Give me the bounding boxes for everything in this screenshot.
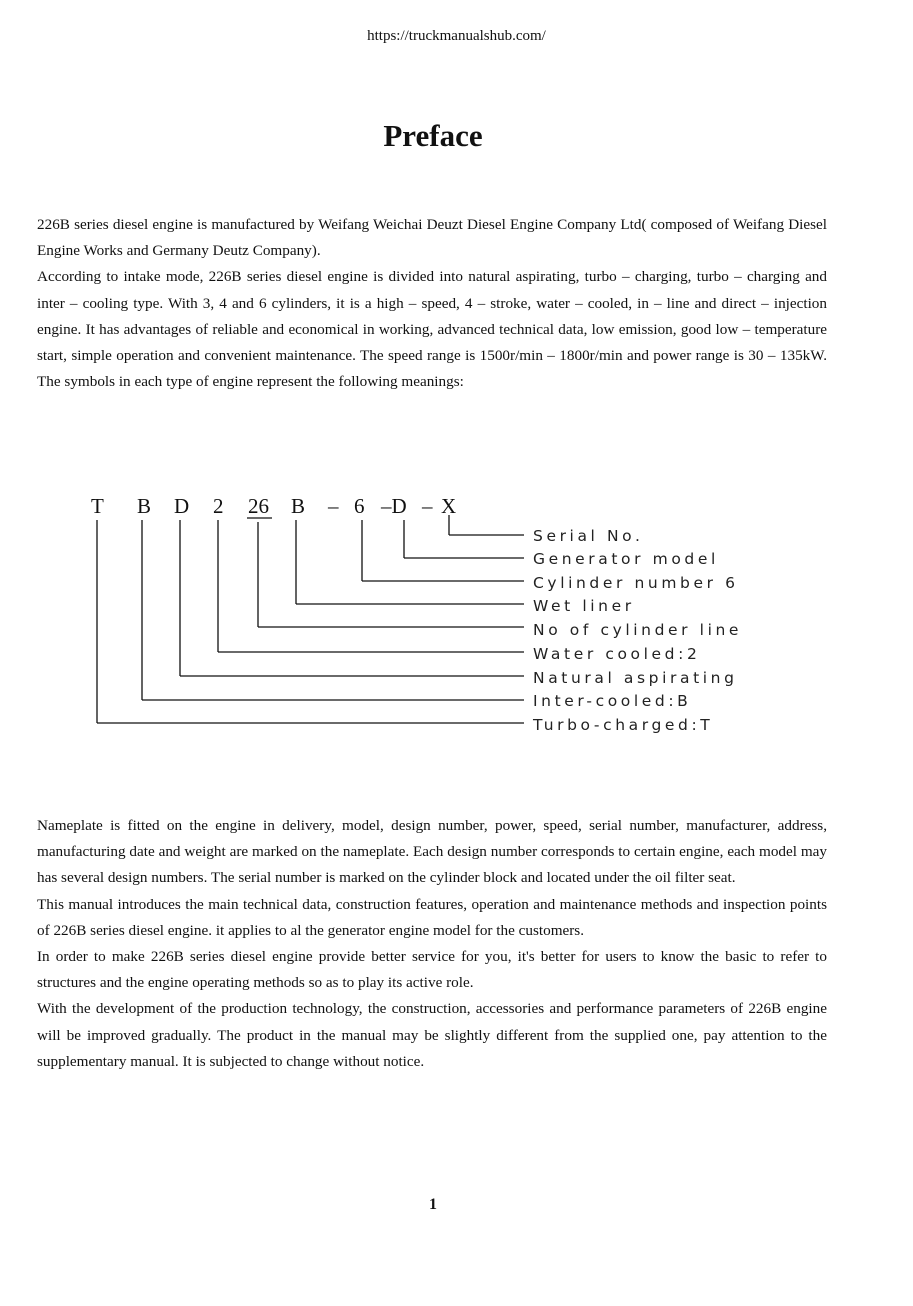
label-water-cooled: Water cooled:2 bbox=[533, 645, 701, 663]
code-T: T bbox=[91, 494, 104, 518]
label-natural-aspirating: Natural aspirating bbox=[533, 669, 738, 687]
code-B2: B bbox=[291, 494, 306, 518]
label-inter-cooled: Inter-cooled:B bbox=[533, 692, 692, 710]
page-title: Preface bbox=[383, 118, 483, 153]
code-dash-1: – bbox=[328, 494, 339, 518]
code-B: B bbox=[137, 494, 152, 518]
label-generator-model: Generator model bbox=[533, 550, 719, 568]
label-cylinder-number: Cylinder number 6 bbox=[533, 574, 739, 592]
notes-paragraph-4: With the development of the production technology, the construction, accessories and performance parameters of 226B engine will be improved gradually. The product in the manual may be slightly different from the supplied one, pay attention to the supplementary manual. It is subjected to change without notice. bbox=[37, 1000, 827, 1070]
intro-section bbox=[37, 212, 827, 395]
label-wet-liner: Wet liner bbox=[533, 597, 635, 615]
code-26: 26 bbox=[248, 494, 269, 518]
code-dash-2: – bbox=[422, 494, 433, 518]
label-turbo-charged: Turbo-charged:T bbox=[533, 716, 714, 734]
code-6: 6 bbox=[354, 494, 365, 518]
label-serial-no: Serial No. bbox=[533, 527, 644, 545]
intro-paragraph-1: 226B series diesel engine is manufactured by Weifang Weichai Deuzt Diesel Engine Company Ltd( composed of Weifang Diesel Engine Works and Germany Deutz Company). bbox=[37, 216, 827, 260]
intro-paragraph-2: According to intake mode, 226B series diesel engine is divided into natural aspirating, turbo – charging, turbo – charging and inter – cooling type. With 3, 4 and 6 cylinders, it is a high – speed, 4 – stroke, water – cooled, in – line and direct – injection engine. It has advantages of reliable and economical in working, advanced technical data, low emission, good low – temperature start, simple operation and convenient maintenance. The speed range is 1500r/min – 1800r/min and power range is 30 – 135kW. The symbols in each type of engine represent the following meanings: bbox=[37, 268, 827, 391]
notes-paragraph-2: This manual introduces the main technical data, construction features, operation and maintenance methods and inspection points of 226B series diesel engine. it applies to al the generator engine model for the customers. bbox=[37, 895, 827, 939]
label-cylinder-line: No of cylinder line bbox=[533, 621, 743, 639]
notes-paragraph-3: In order to make 226B series diesel engine provide better service for you, it's better for users to know the basic to refer to structures and the engine operating methods so as to play its active role. bbox=[37, 948, 827, 992]
code-D: D bbox=[174, 494, 190, 518]
code-dash-D: –D bbox=[381, 494, 407, 518]
code-2: 2 bbox=[213, 494, 224, 518]
notes-paragraph-1: Nameplate is fitted on the engine in delivery, model, design number, power, speed, serial number, manufacturer, address, manufacturing date and weight are marked on the nameplate. Each design number corresponds to certain engine, each model may has several design numbers. The serial number is marked on the cylinder block and located under the oil filter seat. bbox=[37, 817, 827, 887]
page-url-header: https://truckmanualshub.com/ bbox=[367, 28, 546, 44]
code-X: X bbox=[441, 494, 457, 518]
page-number: 1 bbox=[429, 1196, 437, 1213]
notes-section bbox=[37, 813, 827, 1075]
